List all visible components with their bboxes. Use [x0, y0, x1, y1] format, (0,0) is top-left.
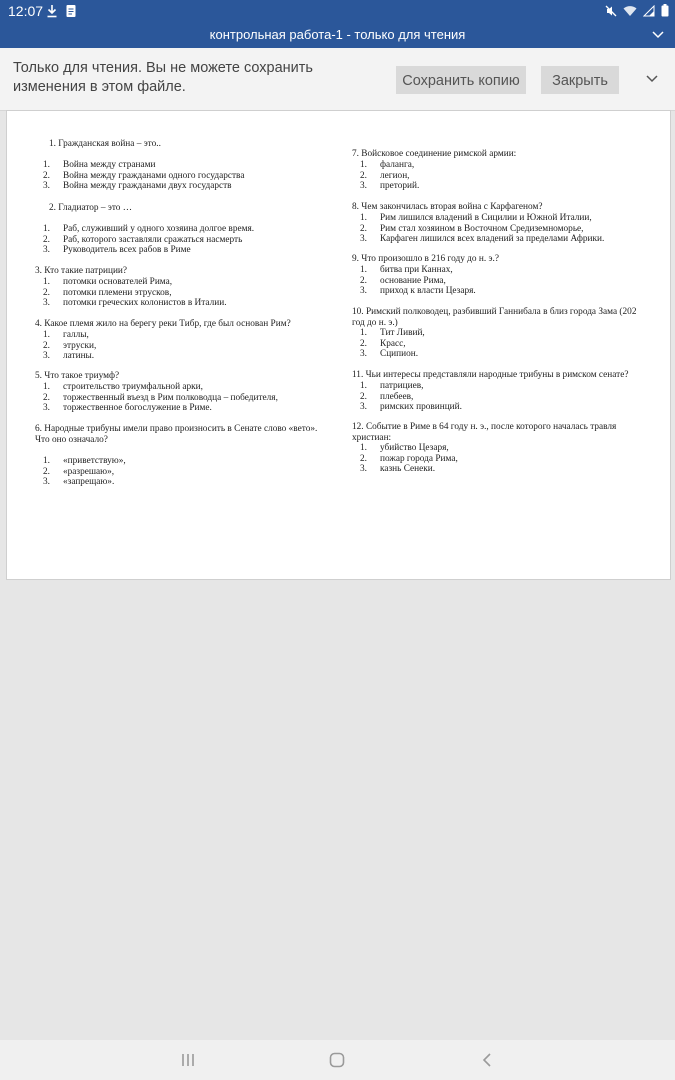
answer-list [352, 213, 604, 245]
question-4: 4. Какое племя жило на берегу реки Тибр, где был основан Рим? [35, 319, 291, 329]
list-item: 1. галлы, [43, 330, 89, 340]
home-icon[interactable] [329, 1052, 345, 1068]
list-item: 1. убийство Цезаря, [360, 443, 449, 453]
close-button[interactable]: Закрыть [541, 66, 619, 94]
list-item: 3. потомки греческих колонистов в Италии. [43, 298, 227, 308]
question-7: 7. Войсковое соединение римской армии: [352, 149, 517, 159]
list-item: 3. преторий. [360, 181, 420, 191]
document-page[interactable] [6, 110, 671, 580]
wifi-icon [623, 5, 637, 17]
list-item: 3. «запрещаю». [43, 477, 115, 487]
list-item: 3. приход к власти Цезаря. [360, 286, 476, 296]
title-bar [0, 24, 675, 48]
question-1: 1. Гражданская война – это.. [49, 139, 161, 149]
answer-list [35, 456, 126, 488]
clock: 12:07 [8, 3, 44, 19]
signal-icon [643, 5, 655, 17]
question-11: 11. Чьи интересы представляли народные трибуны в римском сенате? [352, 370, 629, 380]
list-item: 3. латины. [43, 351, 95, 361]
answer-list [352, 265, 476, 297]
list-item: 3. Карфаген лишился всех владений за пределами Африки. [360, 234, 605, 244]
list-item: 2. Красс, [360, 338, 406, 349]
document-icon [65, 4, 77, 18]
recent-apps-icon[interactable] [180, 1052, 196, 1068]
list-item: 3. казнь Сенеки. [360, 464, 436, 474]
question-8: 8. Чем закончилась вторая война с Карфагеном? [352, 202, 543, 212]
list-item: 1. патрициев, [360, 381, 424, 391]
chevron-down-icon[interactable] [651, 26, 665, 44]
navigation-bar [0, 1040, 675, 1080]
list-item: 1. «приветствую», [43, 456, 126, 466]
save-copy-button[interactable]: Сохранить копию [396, 66, 526, 94]
answer-list [35, 330, 96, 362]
answer-list [352, 328, 425, 360]
list-item: 3. Война между гражданами двух государств [43, 181, 232, 191]
list-item: 1. Рим лишился владений в Сицилии и Южной Италии, [360, 213, 592, 223]
list-item: 2. потомки племени этрусков, [43, 287, 172, 298]
list-item: 2. Война между гражданами одного государства [43, 170, 245, 181]
list-item: 1. строительство триумфальной арки, [43, 382, 203, 392]
chevron-down-icon[interactable] [645, 72, 659, 86]
list-item: 1. Война между странами [43, 160, 156, 170]
question-5: 5. Что такое триумф? [35, 371, 120, 381]
list-item: 2. этруски, [43, 340, 97, 351]
answer-list [352, 160, 419, 192]
list-item: 2. торжественный въезд в Рим полководца – победителя, [43, 392, 278, 403]
list-item: 1. фаланга, [360, 160, 415, 170]
list-item: 3. римских провинций. [360, 402, 462, 412]
list-item: 2. легион, [360, 170, 410, 181]
status-bar [0, 0, 675, 24]
battery-icon [661, 4, 669, 17]
question-12: 12. Событие в Риме в 64 году н. э., после которого началась травля христиан: [352, 422, 617, 443]
readonly-message: Только для чтения. Вы не можете сохранить изменения в этом файле. [13, 60, 313, 95]
list-item: 2. плебеев, [360, 391, 414, 402]
back-icon[interactable] [479, 1052, 495, 1068]
list-item: 2. основание Рима, [360, 275, 446, 286]
download-icon [46, 4, 58, 18]
answer-list [352, 381, 462, 413]
answer-list [35, 277, 227, 309]
answer-list [35, 224, 254, 256]
list-item: 3. Сципион. [360, 349, 419, 359]
list-item: 2. Раб, которого заставляли сражаться насмерть [43, 234, 243, 245]
list-item: 1. Раб, служивший у одного хозяина долгое время. [43, 224, 255, 234]
list-item: 2. «разрешаю», [43, 466, 115, 477]
document-title: контрольная работа-1 - только для чтения [209, 27, 466, 42]
question-10: 10. Римский полководец, разбивший Ганнибала в близ города Зама (202 год до н. э.) [352, 307, 637, 328]
list-item: 1. битва при Каннах, [360, 265, 453, 275]
question-9: 9. Что произошло в 216 году до н. э.? [352, 254, 499, 264]
list-item: 2. Рим стал хозяином в Восточном Средиземноморье, [360, 223, 584, 234]
answer-list [35, 160, 244, 192]
list-item: 1. потомки основателей Рима, [43, 277, 173, 287]
list-item: 1. Тит Ливий, [360, 328, 425, 338]
question-3: 3. Кто такие патриции? [35, 266, 128, 276]
status-icons [605, 4, 669, 17]
answer-list [35, 382, 278, 414]
question-6: 6. Народные трибуны имели право произносить в Сенате слово «вето». Что оно означало? [35, 424, 318, 445]
answer-list [352, 443, 458, 475]
question-2: 2. Гладиатор – это … [49, 203, 133, 213]
mute-icon [605, 5, 617, 17]
readonly-bar [0, 48, 675, 111]
list-item: 3. торжественное богослужение в Риме. [43, 403, 212, 413]
list-item: 3. Руководитель всех рабов в Риме [43, 245, 191, 255]
list-item: 2. пожар города Рима, [360, 453, 458, 464]
